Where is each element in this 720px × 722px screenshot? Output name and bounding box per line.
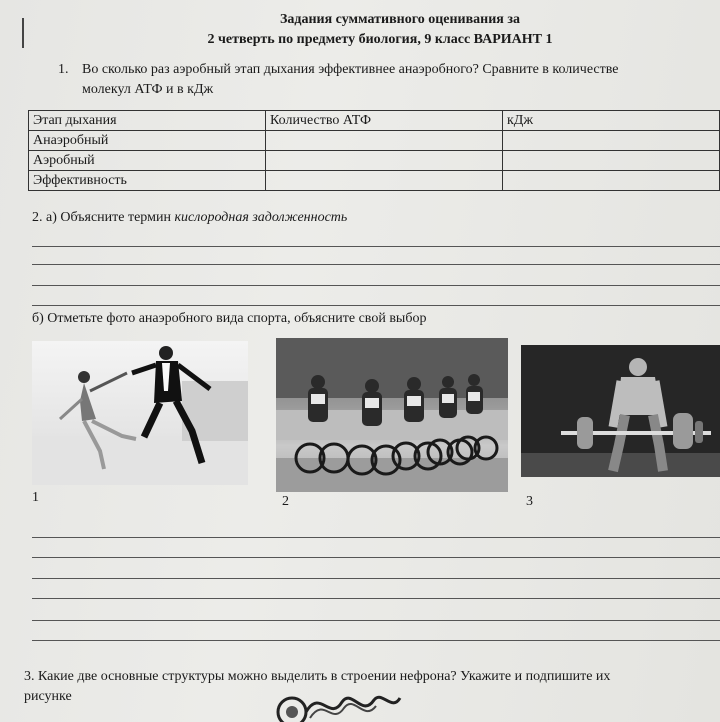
answer-line[interactable] — [32, 305, 720, 306]
table-cell: Анаэробный — [29, 131, 266, 151]
answer-line[interactable] — [32, 640, 720, 641]
question-2a — [32, 208, 347, 228]
header-subtitle: 2 четверть по предмету биология, 9 класс ВАРИАНТ 1 — [207, 32, 553, 47]
question-1-text-line2: молекул АТФ и в кДж — [82, 82, 214, 97]
cycling-illustration — [276, 338, 508, 492]
answer-line[interactable] — [32, 578, 720, 579]
answer-line[interactable] — [32, 620, 720, 621]
table-header-cell: кДж — [503, 111, 720, 131]
table-answer-cell[interactable] — [503, 171, 720, 191]
answer-line[interactable] — [32, 246, 720, 247]
question-2b: б) Отметьте фото анаэробного вида спорта, объясните свой выбор — [32, 311, 427, 326]
question-3-line2: рисунке — [24, 689, 72, 704]
answer-line[interactable] — [32, 598, 720, 599]
table-cell: Аэробный — [29, 151, 266, 171]
table-header-row — [29, 111, 720, 131]
atp-comparison-table — [28, 110, 720, 191]
table-answer-cell[interactable] — [503, 151, 720, 171]
table-row — [29, 131, 720, 151]
photo-3-label: 3 — [526, 494, 533, 509]
question-1-text-line1: Во сколько раз аэробный этап дыхания эффективнее анаэробного? Сравните в количестве — [82, 62, 619, 77]
photo-cycling — [276, 338, 508, 492]
table-row — [29, 171, 720, 191]
table-header-cell: Этап дыхания — [29, 111, 266, 131]
answer-line[interactable] — [32, 537, 720, 538]
photo-weightlifting — [521, 345, 720, 477]
table-answer-cell[interactable] — [266, 151, 503, 171]
weightlifting-illustration — [521, 345, 720, 477]
figure-skating-illustration — [32, 341, 248, 485]
answer-line[interactable] — [32, 285, 720, 286]
question-1 — [60, 60, 710, 100]
nephron-figure — [270, 688, 410, 722]
photo-2-label: 2 — [282, 494, 289, 509]
table-header-cell: Количество АТФ — [266, 111, 503, 131]
question-2a-term: кислородная задолженность — [174, 210, 348, 225]
answer-line[interactable] — [32, 557, 720, 558]
question-3-line1: 3. Какие две основные структуры можно выделить в строении нефрона? Укажите и подпишите их — [24, 669, 611, 684]
photo-1-label: 1 — [32, 490, 39, 505]
photo-figure-skating — [32, 341, 248, 485]
table-cell: Эффективность — [29, 171, 266, 191]
table-row — [29, 151, 720, 171]
question-1-number: 1. — [58, 62, 69, 77]
table-answer-cell[interactable] — [503, 131, 720, 151]
table-answer-cell[interactable] — [266, 131, 503, 151]
header-title: Задания суммативного оценивания за — [279, 12, 521, 27]
table-answer-cell[interactable] — [266, 171, 503, 191]
answer-line[interactable] — [32, 264, 720, 265]
question-2a-prefix: 2. а) Объясните термин — [32, 210, 175, 225]
